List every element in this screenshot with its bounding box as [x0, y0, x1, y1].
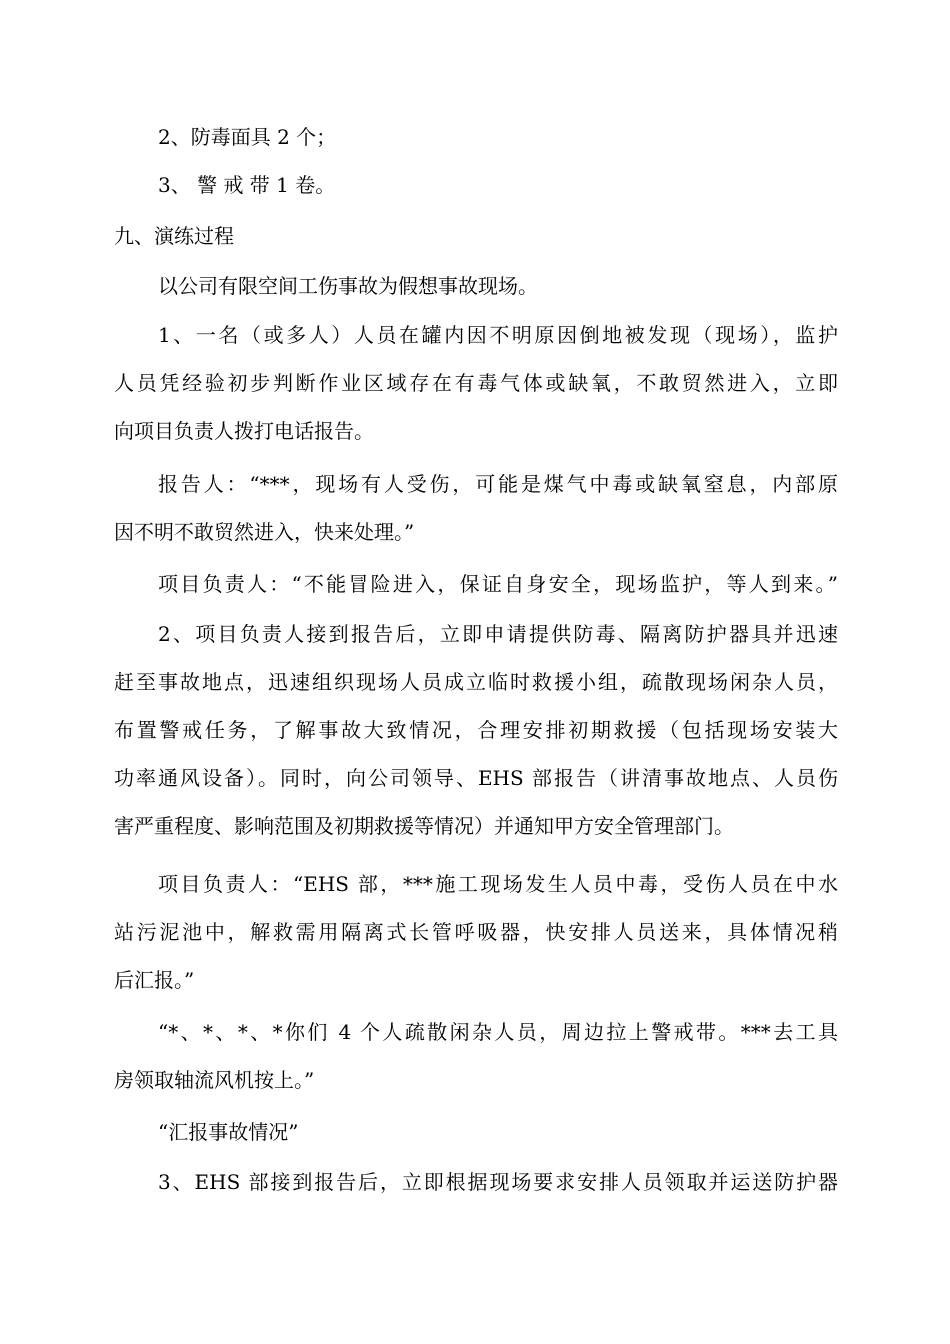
- section-heading: 九、演练过程: [114, 224, 234, 248]
- para-report-situation: [114, 1108, 838, 1156]
- text-line: “汇报事故情况”: [158, 1120, 299, 1144]
- para-reporter-quote: [114, 460, 838, 556]
- para-step-3: [114, 1158, 838, 1206]
- text-line: 害严重程度、影响范围及初期救援等情况）并通知甲方安全管理部门。: [114, 814, 734, 838]
- text-line: 3、EHS 部接到报告后，立即根据现场要求安排人员领取并运送防护器: [158, 1170, 838, 1194]
- para-step-1: [114, 311, 838, 455]
- text-line: 2、项目负责人接到报告后，立即申请提供防毒、隔离防护器具并迅速: [158, 622, 838, 646]
- text-line: 项目负责人：“EHS 部，***施工现场发生人员中毒，受伤人员在中水: [158, 872, 838, 896]
- para-manager-quote-1: [114, 560, 838, 608]
- item-gas-masks: [114, 113, 838, 161]
- para-step-2: [114, 610, 838, 850]
- text-line: 1、一名（或多人）人员在罐内因不明原因倒地被发现（现场），监护: [158, 323, 838, 347]
- text-line: 站污泥池中，解救需用隔离式长管呼吸器，快安排人员送来，具体情况稍: [114, 920, 838, 944]
- item-warning-tape: [114, 161, 838, 209]
- text-line: 赶至事故地点，迅速组织现场人员成立临时救援小组，疏散现场闲杂人员，: [114, 670, 838, 694]
- text-line: 报告人：“***，现场有人受伤，可能是煤气中毒或缺氧窒息，内部原: [158, 472, 838, 496]
- text-line: 项目负责人：“不能冒险进入，保证自身安全，现场监护，等人到来。”: [158, 572, 838, 596]
- section-heading-drill-process: [114, 212, 838, 260]
- text-line: 3、 警 戒 带 1 卷。: [158, 173, 336, 197]
- text-line: 以公司有限空间工伤事故为假想事故现场。: [158, 274, 538, 298]
- text-line: 功率通风设备）。同时，向公司领导、EHS 部报告（讲清事故地点、人员伤: [114, 766, 838, 790]
- para-manager-quote-2: [114, 860, 838, 1004]
- text-line: 2、防毒面具 2 个；: [158, 125, 337, 149]
- text-line: 因不明不敢贸然进入，快来处理。”: [114, 520, 415, 544]
- para-assignment-quote: [114, 1008, 838, 1104]
- text-line: 后汇报。”: [114, 968, 195, 992]
- text-line: 房领取轴流风机按上。”: [114, 1068, 315, 1092]
- text-line: 布置警戒任务，了解事故大致情况，合理安排初期救援（包括现场安装大: [114, 718, 838, 742]
- text-line: 向项目负责人拨打电话报告。: [114, 419, 374, 443]
- text-line: 人员凭经验初步判断作业区域存在有毒气体或缺氧，不敢贸然进入，立即: [114, 371, 838, 395]
- para-scenario: [114, 262, 838, 310]
- text-line: “*、*、*、*你们 4 个人疏散闲杂人员，周边拉上警戒带。***去工具: [158, 1020, 838, 1044]
